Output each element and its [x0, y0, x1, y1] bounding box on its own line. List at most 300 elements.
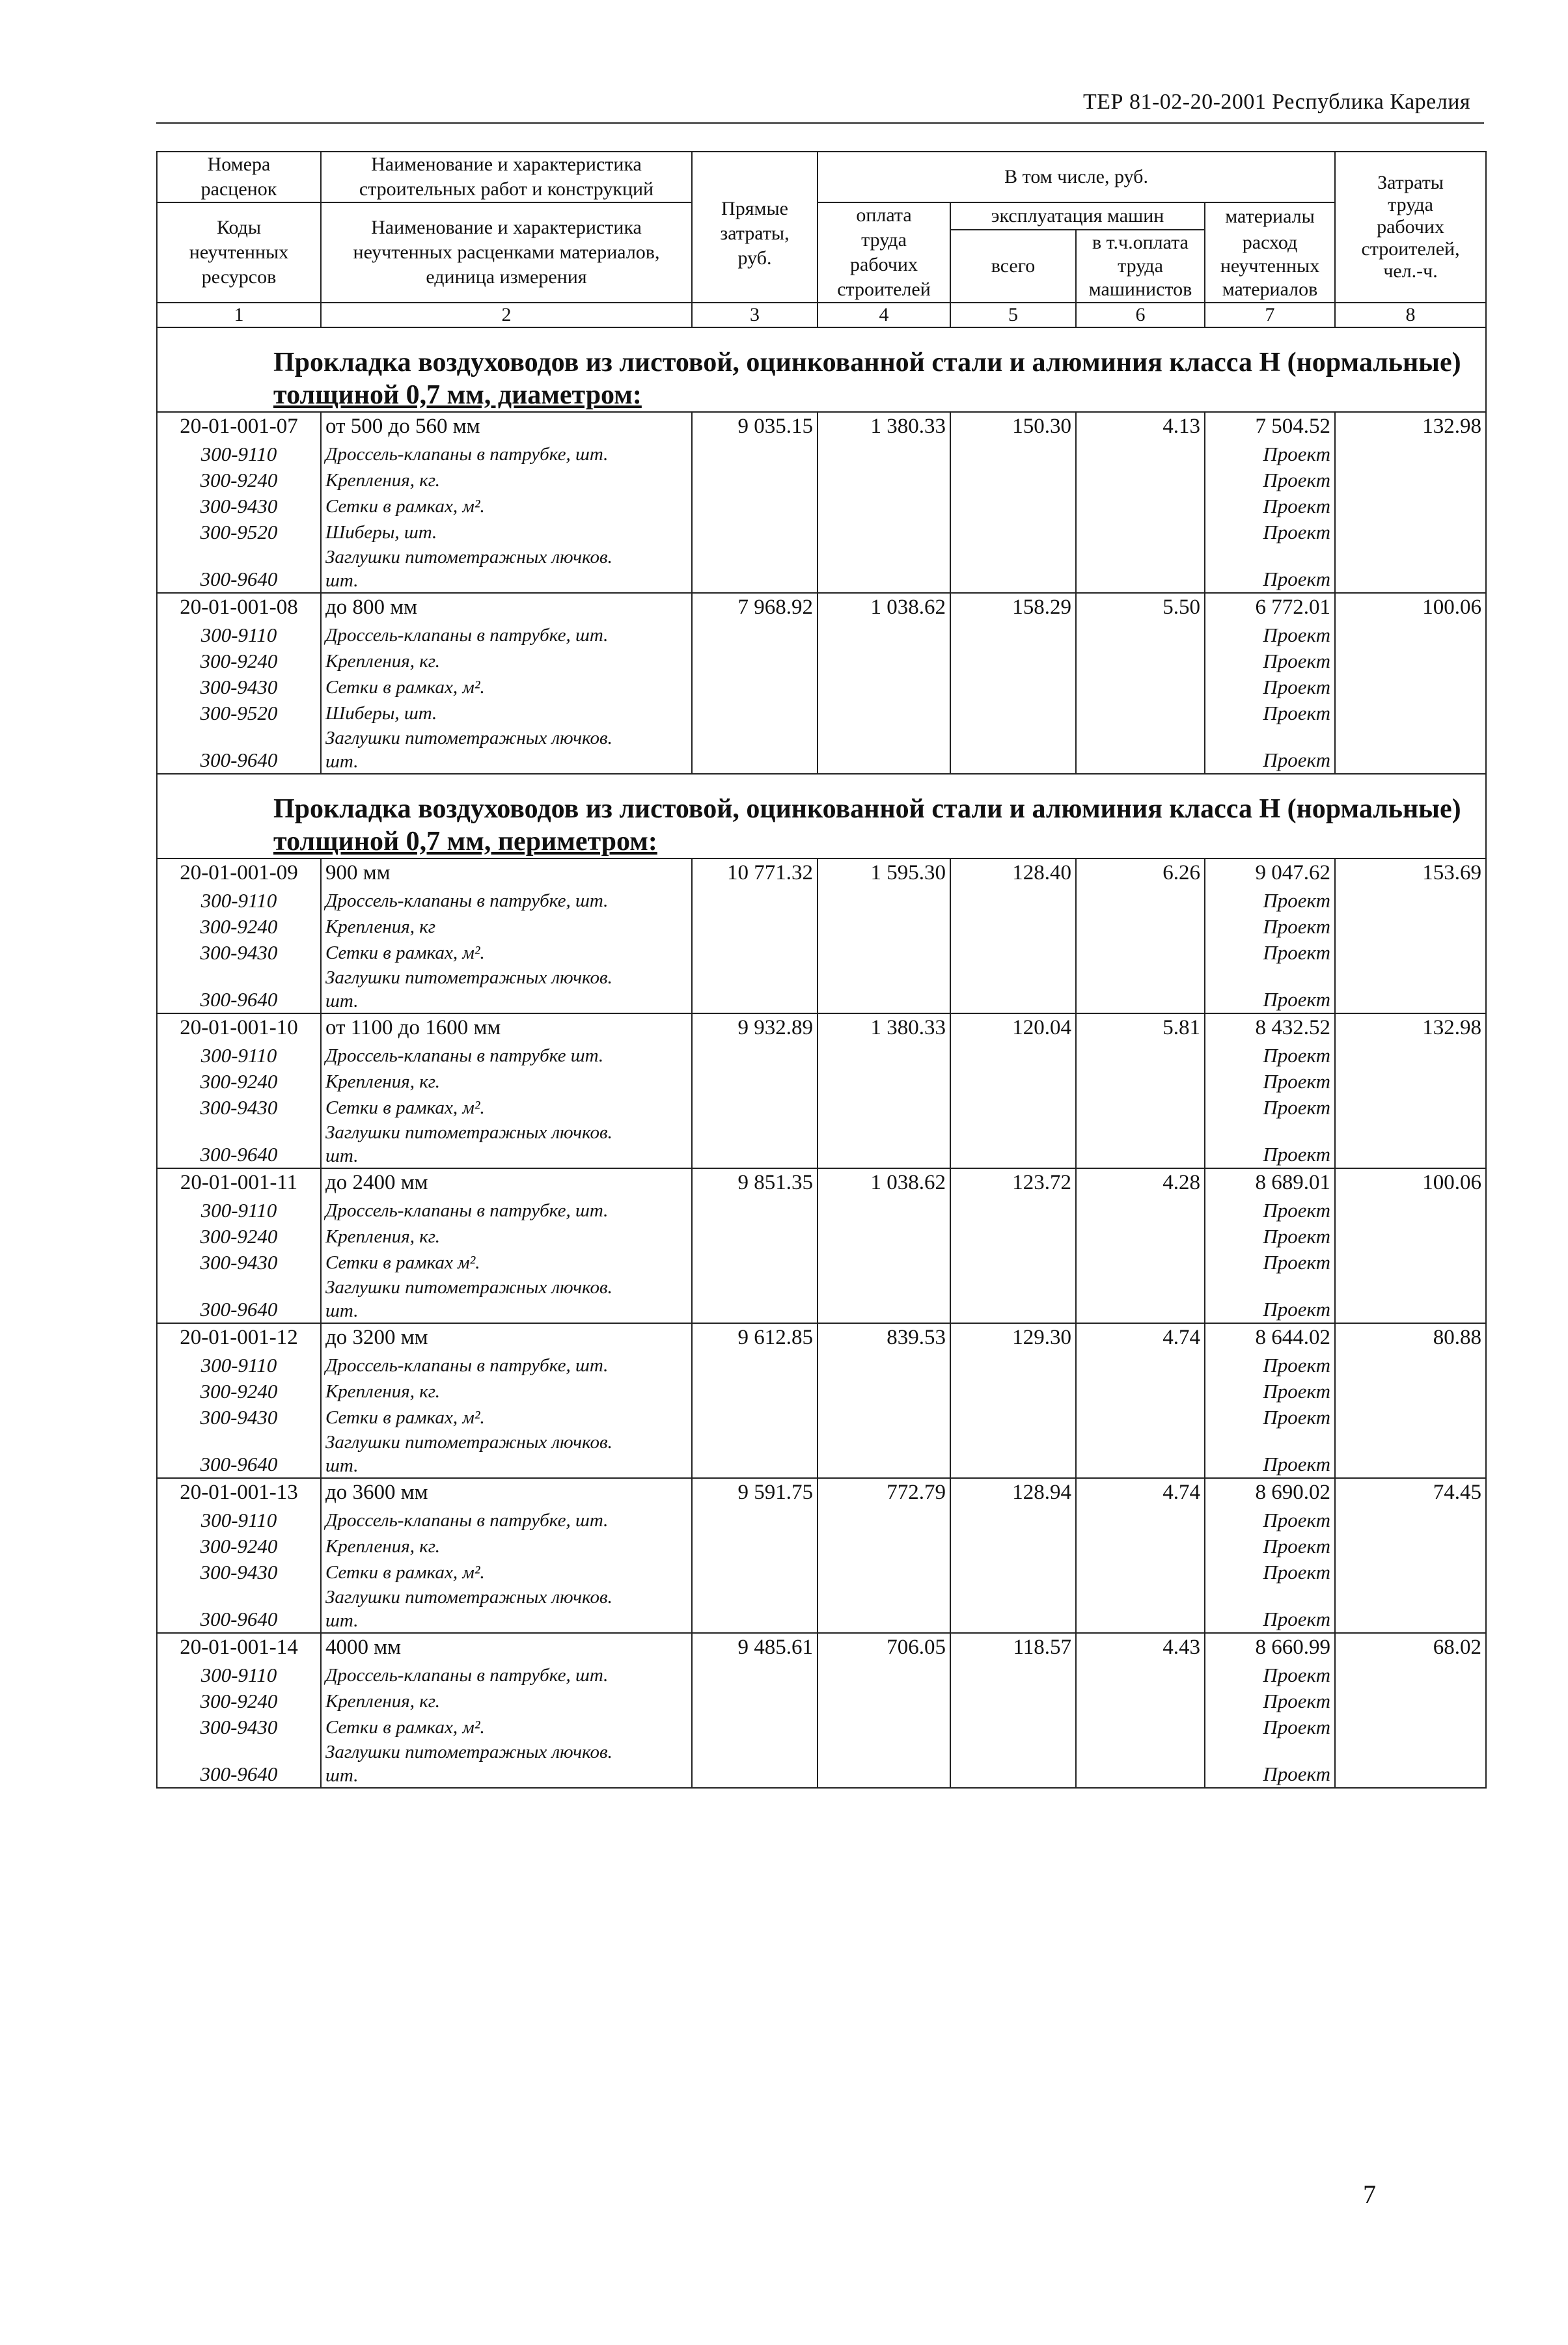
resource-code: 300-9430 — [157, 1250, 321, 1276]
materials-value: 9 047.62 — [1205, 858, 1335, 888]
empty-cell — [1335, 622, 1486, 648]
empty-cell — [818, 1095, 950, 1121]
empty-cell — [692, 1250, 818, 1276]
empty-cell — [818, 1405, 950, 1431]
empty-cell — [818, 940, 950, 966]
empty-cell — [1335, 1069, 1486, 1095]
empty-cell — [692, 700, 818, 726]
empty-cell — [950, 441, 1076, 467]
resource-material-value: Проект — [1205, 1276, 1335, 1323]
column-number: 3 — [692, 303, 818, 327]
empty-cell — [1076, 493, 1205, 519]
resource-name-line: Заглушки питометражных лючков. — [325, 1587, 612, 1608]
resource-name-line: Крепления, кг. — [325, 651, 440, 672]
worker-wages-value: 1 595.30 — [818, 858, 950, 888]
resource-code: 300-9110 — [157, 1662, 321, 1688]
rate-row — [157, 412, 1486, 441]
direct-costs-value: 9 035.15 — [692, 412, 818, 441]
empty-cell — [1335, 940, 1486, 966]
resource-code: 300-9640 — [157, 1740, 321, 1788]
empty-cell — [1076, 622, 1205, 648]
empty-cell — [1335, 1405, 1486, 1431]
worker-wages-value: 839.53 — [818, 1323, 950, 1352]
machines-total-value: 128.94 — [950, 1478, 1076, 1507]
machinist-wages-value: 5.50 — [1076, 593, 1205, 622]
resource-row — [157, 1378, 1486, 1405]
resource-name — [321, 1533, 692, 1559]
empty-cell — [1076, 1740, 1205, 1788]
empty-cell — [1335, 1198, 1486, 1224]
resource-material-value: Проект — [1205, 914, 1335, 940]
resource-code: 300-9240 — [157, 648, 321, 674]
resource-code: 300-9640 — [157, 1431, 321, 1478]
resource-row — [157, 1043, 1486, 1069]
empty-cell — [1076, 519, 1205, 545]
resource-material-value: Проект — [1205, 700, 1335, 726]
resource-material-value: Проект — [1205, 1198, 1335, 1224]
rate-name: до 3200 мм — [321, 1323, 692, 1352]
resource-name-line: Крепления, кг. — [325, 470, 440, 491]
resource-material-value: Проект — [1205, 1352, 1335, 1378]
header-rate-number: Номера расценок — [157, 152, 321, 202]
labor-hours-value: 100.06 — [1335, 1168, 1486, 1198]
resource-material-value: Проект — [1205, 966, 1335, 1013]
rate-name: от 1100 до 1600 мм — [321, 1013, 692, 1043]
empty-cell — [1076, 1688, 1205, 1714]
empty-cell — [950, 1714, 1076, 1740]
resource-row — [157, 1276, 1486, 1323]
worker-wages-value: 1 380.33 — [818, 1013, 950, 1043]
resource-row — [157, 674, 1486, 700]
empty-cell — [950, 1352, 1076, 1378]
empty-cell — [950, 940, 1076, 966]
empty-cell — [818, 1431, 950, 1478]
empty-cell — [1335, 648, 1486, 674]
worker-wages-value: 706.05 — [818, 1633, 950, 1662]
empty-cell — [692, 519, 818, 545]
empty-cell — [1335, 1740, 1486, 1788]
empty-cell — [692, 1352, 818, 1378]
empty-cell — [1335, 966, 1486, 1013]
resource-code: 300-9520 — [157, 519, 321, 545]
section-title — [157, 327, 1486, 412]
section-title-row — [157, 327, 1486, 412]
resource-name-line: Сетки в рамках, м². — [325, 1562, 485, 1583]
resource-name-line: шт. — [325, 991, 359, 1011]
resource-code: 300-9640 — [157, 966, 321, 1013]
resource-name-line: Заглушки питометражных лючков. — [325, 1122, 612, 1143]
rate-name: 4000 мм — [321, 1633, 692, 1662]
direct-costs-value: 9 932.89 — [692, 1013, 818, 1043]
resource-code: 300-9640 — [157, 1121, 321, 1168]
resource-row — [157, 1431, 1486, 1478]
empty-cell — [950, 1533, 1076, 1559]
empty-cell — [950, 914, 1076, 940]
resource-row — [157, 622, 1486, 648]
empty-cell — [818, 1507, 950, 1533]
header-labor-hours: Затраты труда рабочих строителей, чел.-ч. — [1335, 152, 1486, 303]
resource-row — [157, 1585, 1486, 1633]
resource-name — [321, 1224, 692, 1250]
machines-total-value: 129.30 — [950, 1323, 1076, 1352]
resource-row — [157, 648, 1486, 674]
resource-name — [321, 966, 692, 1013]
empty-cell — [1335, 1095, 1486, 1121]
empty-cell — [1335, 1533, 1486, 1559]
empty-cell — [818, 1198, 950, 1224]
section-title-line: толщиной 0,7 мм, периметром: — [273, 827, 657, 857]
resource-material-value: Проект — [1205, 1507, 1335, 1533]
resource-name-line: Заглушки питометражных лючков. — [325, 1742, 612, 1762]
resource-row — [157, 700, 1486, 726]
machines-total-value: 123.72 — [950, 1168, 1076, 1198]
empty-cell — [818, 1378, 950, 1405]
empty-cell — [692, 1688, 818, 1714]
direct-costs-value: 9 591.75 — [692, 1478, 818, 1507]
empty-cell — [692, 1224, 818, 1250]
empty-cell — [950, 1378, 1076, 1405]
empty-cell — [692, 1095, 818, 1121]
empty-cell — [1076, 1224, 1205, 1250]
empty-cell — [950, 674, 1076, 700]
rate-code: 20-01-001-14 — [157, 1633, 321, 1662]
empty-cell — [1335, 726, 1486, 774]
empty-cell — [692, 1069, 818, 1095]
materials-value: 8 690.02 — [1205, 1478, 1335, 1507]
empty-cell — [818, 441, 950, 467]
resource-code: 300-9520 — [157, 700, 321, 726]
resource-code: 300-9240 — [157, 914, 321, 940]
resource-name — [321, 1740, 692, 1788]
resource-code: 300-9240 — [157, 1378, 321, 1405]
empty-cell — [1335, 1043, 1486, 1069]
resource-name-line: Дроссель-клапаны в патрубке, шт. — [325, 1510, 609, 1531]
section-title-line: Прокладка воздуховодов из листовой, оцинкованной стали и алюминия класса Н (нормальные) — [273, 348, 1461, 377]
resource-row — [157, 888, 1486, 914]
resource-name — [321, 1043, 692, 1069]
resource-material-value: Проект — [1205, 726, 1335, 774]
empty-cell — [692, 622, 818, 648]
resource-row — [157, 1121, 1486, 1168]
empty-cell — [1335, 1224, 1486, 1250]
rates-table — [156, 151, 1487, 1789]
empty-cell — [950, 1740, 1076, 1788]
resource-material-value: Проект — [1205, 648, 1335, 674]
resource-code: 300-9430 — [157, 1405, 321, 1431]
empty-cell — [1335, 1559, 1486, 1585]
rate-code: 20-01-001-12 — [157, 1323, 321, 1352]
header-rule — [156, 122, 1484, 124]
empty-cell — [950, 467, 1076, 493]
empty-cell — [950, 700, 1076, 726]
resource-name-line: шт. — [325, 1145, 359, 1166]
header-including-group: В том числе, руб. — [818, 152, 1335, 202]
machinist-wages-value: 4.74 — [1076, 1323, 1205, 1352]
empty-cell — [818, 493, 950, 519]
header-machinist-wages: в т.ч.оплата труда машинистов — [1076, 230, 1205, 303]
resource-name — [321, 726, 692, 774]
labor-hours-value: 74.45 — [1335, 1478, 1486, 1507]
column-number: 8 — [1335, 303, 1486, 327]
resource-name — [321, 1688, 692, 1714]
labor-hours-value: 153.69 — [1335, 858, 1486, 888]
resource-material-value: Проект — [1205, 1740, 1335, 1788]
empty-cell — [1076, 1276, 1205, 1323]
resource-code: 300-9640 — [157, 545, 321, 593]
resource-row — [157, 1740, 1486, 1788]
empty-cell — [818, 467, 950, 493]
resource-name-line: Дроссель-клапаны в патрубке, шт. — [325, 1355, 609, 1376]
resource-row — [157, 545, 1486, 593]
resource-name — [321, 622, 692, 648]
section-title — [157, 774, 1486, 858]
materials-value: 8 660.99 — [1205, 1633, 1335, 1662]
empty-cell — [818, 966, 950, 1013]
section-title-line: толщиной 0,7 мм, диаметром: — [273, 380, 642, 410]
empty-cell — [692, 726, 818, 774]
direct-costs-value: 9 612.85 — [692, 1323, 818, 1352]
resource-code: 300-9240 — [157, 1533, 321, 1559]
resource-code: 300-9430 — [157, 493, 321, 519]
resource-material-value: Проект — [1205, 1688, 1335, 1714]
machines-total-value: 120.04 — [950, 1013, 1076, 1043]
resource-row — [157, 1559, 1486, 1585]
materials-value: 8 432.52 — [1205, 1013, 1335, 1043]
resource-row — [157, 1714, 1486, 1740]
resource-row — [157, 1507, 1486, 1533]
empty-cell — [950, 1585, 1076, 1633]
resource-name — [321, 1662, 692, 1688]
empty-cell — [1335, 1121, 1486, 1168]
resource-material-value: Проект — [1205, 622, 1335, 648]
resource-material-value: Проект — [1205, 1250, 1335, 1276]
resource-name — [321, 1405, 692, 1431]
worker-wages-value: 1 380.33 — [818, 412, 950, 441]
empty-cell — [1335, 545, 1486, 593]
header-work-name: Наименование и характеристика строительных работ и конструкций — [321, 152, 692, 202]
empty-cell — [950, 1069, 1076, 1095]
empty-cell — [950, 726, 1076, 774]
resource-material-value: Проект — [1205, 1069, 1335, 1095]
resource-name — [321, 1352, 692, 1378]
resource-name — [321, 519, 692, 545]
materials-value: 8 644.02 — [1205, 1323, 1335, 1352]
resource-name — [321, 493, 692, 519]
resource-row — [157, 1198, 1486, 1224]
empty-cell — [950, 888, 1076, 914]
resource-name-line: Сетки в рамках, м². — [325, 942, 485, 963]
resource-name — [321, 1069, 692, 1095]
empty-cell — [818, 1714, 950, 1740]
empty-cell — [1076, 914, 1205, 940]
empty-cell — [692, 1431, 818, 1478]
resource-name-line: Сетки в рамках, м². — [325, 1407, 485, 1428]
resource-code: 300-9110 — [157, 1043, 321, 1069]
empty-cell — [1076, 1533, 1205, 1559]
empty-cell — [818, 914, 950, 940]
materials-value: 8 689.01 — [1205, 1168, 1335, 1198]
resource-name-line: Дроссель-клапаны в патрубке, шт. — [325, 890, 609, 911]
resource-name-line: шт. — [325, 1765, 359, 1786]
empty-cell — [818, 1276, 950, 1323]
rate-row — [157, 593, 1486, 622]
resource-name-line: Шиберы, шт. — [325, 522, 437, 543]
table-header — [157, 152, 1486, 327]
resource-material-value: Проект — [1205, 467, 1335, 493]
empty-cell — [1076, 966, 1205, 1013]
labor-hours-value: 100.06 — [1335, 593, 1486, 622]
empty-cell — [1335, 1585, 1486, 1633]
empty-cell — [1076, 1431, 1205, 1478]
empty-cell — [950, 1431, 1076, 1478]
resource-material-value: Проект — [1205, 1585, 1335, 1633]
empty-cell — [818, 648, 950, 674]
header-unaccounted-codes: Коды неучтенных ресурсов — [157, 202, 321, 303]
header-worker-wages: оплата труда рабочих строителей — [818, 202, 950, 303]
empty-cell — [950, 648, 1076, 674]
resource-code: 300-9640 — [157, 1276, 321, 1323]
resource-name — [321, 648, 692, 674]
machinist-wages-value: 6.26 — [1076, 858, 1205, 888]
empty-cell — [950, 1507, 1076, 1533]
resource-material-value: Проект — [1205, 1095, 1335, 1121]
resource-name-line: Сетки в рамках м². — [325, 1252, 480, 1273]
resource-name — [321, 1121, 692, 1168]
resource-code: 300-9110 — [157, 441, 321, 467]
resource-row — [157, 1405, 1486, 1431]
empty-cell — [692, 966, 818, 1013]
worker-wages-value: 1 038.62 — [818, 593, 950, 622]
empty-cell — [1076, 1662, 1205, 1688]
resource-name-line: Дроссель-клапаны в патрубке, шт. — [325, 444, 609, 465]
empty-cell — [1076, 1250, 1205, 1276]
resource-name-line: Заглушки питометражных лючков. — [325, 1277, 612, 1298]
resource-name-line: Сетки в рамках, м². — [325, 677, 485, 698]
header-unaccounted-materials: расход неучтенных материалов — [1205, 230, 1335, 303]
resource-material-value: Проект — [1205, 493, 1335, 519]
direct-costs-value: 9 485.61 — [692, 1633, 818, 1662]
resource-name — [321, 1095, 692, 1121]
rate-code: 20-01-001-11 — [157, 1168, 321, 1198]
resource-code: 300-9240 — [157, 1688, 321, 1714]
empty-cell — [1335, 1688, 1486, 1714]
resource-material-value: Проект — [1205, 674, 1335, 700]
empty-cell — [1335, 700, 1486, 726]
empty-cell — [1076, 1405, 1205, 1431]
empty-cell — [1076, 674, 1205, 700]
empty-cell — [818, 545, 950, 593]
empty-cell — [818, 1224, 950, 1250]
resource-row — [157, 914, 1486, 940]
resource-name — [321, 940, 692, 966]
resource-name-line: Сетки в рамках, м². — [325, 1097, 485, 1118]
rate-row — [157, 1168, 1486, 1198]
labor-hours-value: 80.88 — [1335, 1323, 1486, 1352]
resource-row — [157, 493, 1486, 519]
resource-name-line: Сетки в рамках, м². — [325, 1717, 485, 1738]
resource-name-line: Крепления, кг — [325, 916, 436, 937]
empty-cell — [1335, 1662, 1486, 1688]
empty-cell — [950, 1198, 1076, 1224]
empty-cell — [692, 545, 818, 593]
resource-name-line: Заглушки питометражных лючков. — [325, 547, 612, 568]
empty-cell — [1076, 1095, 1205, 1121]
empty-cell — [1076, 441, 1205, 467]
resource-name — [321, 1198, 692, 1224]
empty-cell — [1335, 1250, 1486, 1276]
empty-cell — [950, 1250, 1076, 1276]
page-number: 7 — [1363, 2180, 1376, 2209]
resource-code: 300-9430 — [157, 674, 321, 700]
empty-cell — [818, 674, 950, 700]
resource-name-line: шт. — [325, 751, 359, 772]
direct-costs-value: 7 968.92 — [692, 593, 818, 622]
rate-code: 20-01-001-13 — [157, 1478, 321, 1507]
column-number: 2 — [321, 303, 692, 327]
empty-cell — [950, 1688, 1076, 1714]
empty-cell — [1335, 888, 1486, 914]
worker-wages-value: 772.79 — [818, 1478, 950, 1507]
empty-cell — [950, 1405, 1076, 1431]
resource-material-value: Проект — [1205, 441, 1335, 467]
rate-code: 20-01-001-10 — [157, 1013, 321, 1043]
rate-name: от 500 до 560 мм — [321, 412, 692, 441]
resource-material-value: Проект — [1205, 1378, 1335, 1405]
resource-name-line: Дроссель-клапаны в патрубке, шт. — [325, 625, 609, 646]
resource-row — [157, 1662, 1486, 1688]
resource-row — [157, 1352, 1486, 1378]
resource-name-line: Дроссель-клапаны в патрубке шт. — [325, 1045, 604, 1066]
resource-name-line: шт. — [325, 1300, 359, 1321]
materials-value: 7 504.52 — [1205, 412, 1335, 441]
resource-row — [157, 1069, 1486, 1095]
direct-costs-value: 10 771.32 — [692, 858, 818, 888]
resource-name-line: Крепления, кг. — [325, 1691, 440, 1712]
rate-row — [157, 858, 1486, 888]
rate-name: 900 мм — [321, 858, 692, 888]
resource-code: 300-9430 — [157, 940, 321, 966]
empty-cell — [1076, 1507, 1205, 1533]
resource-name-line: Шиберы, шт. — [325, 703, 437, 724]
empty-cell — [692, 648, 818, 674]
empty-cell — [1076, 1559, 1205, 1585]
resource-material-value: Проект — [1205, 1043, 1335, 1069]
resource-row — [157, 441, 1486, 467]
resource-code: 300-9110 — [157, 888, 321, 914]
header-materials-name: Наименование и характеристика неучтенных расценками материалов, единица измерения — [321, 202, 692, 303]
header-machines-total: всего — [950, 230, 1076, 303]
empty-cell — [818, 1069, 950, 1095]
resource-name — [321, 545, 692, 593]
resource-row — [157, 1533, 1486, 1559]
rate-row — [157, 1323, 1486, 1352]
empty-cell — [818, 1043, 950, 1069]
resource-row — [157, 1688, 1486, 1714]
column-number: 5 — [950, 303, 1076, 327]
empty-cell — [818, 1121, 950, 1168]
resource-name — [321, 467, 692, 493]
resource-material-value: Проект — [1205, 1431, 1335, 1478]
resource-material-value: Проект — [1205, 1559, 1335, 1585]
empty-cell — [950, 1224, 1076, 1250]
machinist-wages-value: 4.28 — [1076, 1168, 1205, 1198]
empty-cell — [950, 545, 1076, 593]
resource-material-value: Проект — [1205, 1405, 1335, 1431]
resource-material-value: Проект — [1205, 888, 1335, 914]
rate-code: 20-01-001-08 — [157, 593, 321, 622]
empty-cell — [1076, 1378, 1205, 1405]
empty-cell — [692, 1198, 818, 1224]
